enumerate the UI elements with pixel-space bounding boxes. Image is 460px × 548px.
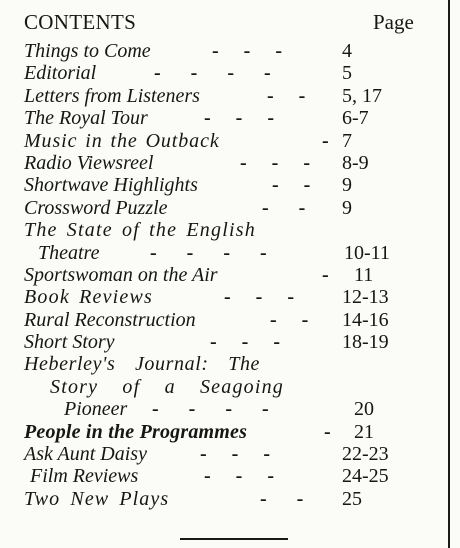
toc-entry-title: Ask Aunt Daisy bbox=[24, 443, 147, 466]
toc-entry[interactable] bbox=[24, 443, 424, 465]
toc-entry[interactable] bbox=[24, 309, 424, 331]
toc-entry-page: 6-7 bbox=[342, 107, 369, 130]
toc-entry-title: People in the Programmes bbox=[24, 420, 248, 443]
toc-entry[interactable] bbox=[24, 331, 424, 353]
leader-dashes: - - bbox=[262, 196, 306, 219]
leader-dashes: - - bbox=[267, 84, 306, 107]
toc-entry-title: Heberley's Journal: The bbox=[24, 353, 261, 376]
toc-entry[interactable] bbox=[24, 197, 424, 219]
toc-entry[interactable] bbox=[24, 465, 424, 487]
toc-entry-page: 5, 17 bbox=[342, 84, 382, 107]
toc-entry[interactable] bbox=[24, 242, 424, 264]
leader-dashes: - - - bbox=[210, 331, 280, 354]
toc-entry[interactable] bbox=[24, 353, 424, 375]
toc-entry-title: Things to Come bbox=[24, 40, 151, 62]
leader-dashes: - - bbox=[270, 308, 309, 331]
page-column-heading: Page bbox=[373, 10, 414, 34]
toc-entry-title: Crossword Puzzle bbox=[24, 196, 168, 219]
toc-entry-page: 12-13 bbox=[342, 286, 389, 309]
toc-entry-title: Theatre bbox=[38, 241, 100, 264]
toc-entry[interactable] bbox=[24, 219, 424, 241]
toc-entry-title: Radio Viewsreel bbox=[24, 151, 154, 174]
toc-entry-page: 25 bbox=[342, 487, 362, 510]
leader-dashes: - - - bbox=[212, 40, 282, 62]
toc-entry-title: Two New Plays bbox=[24, 487, 170, 510]
toc-entry[interactable] bbox=[24, 107, 424, 129]
toc-entry-title: Book Reviews bbox=[24, 286, 154, 309]
toc-entry-page: 9 bbox=[342, 174, 352, 197]
toc-entry-title: The Royal Tour bbox=[24, 107, 148, 130]
leader-dashes: - bbox=[324, 420, 331, 443]
toc-entry-title: Letters from Listeners bbox=[24, 84, 200, 107]
toc-entry-page: 5 bbox=[342, 62, 352, 85]
toc-entry-page: 4 bbox=[342, 40, 352, 62]
contents-header bbox=[24, 10, 424, 38]
toc-entry-title: Shortwave Highlights bbox=[24, 174, 198, 197]
leader-dashes: - bbox=[322, 263, 329, 286]
leader-dashes: - - - bbox=[224, 286, 294, 309]
toc-entry[interactable] bbox=[24, 264, 424, 286]
toc-entry[interactable] bbox=[24, 85, 424, 107]
toc-entry-title: Short Story bbox=[24, 331, 115, 354]
leader-dashes: - - - - bbox=[150, 241, 267, 264]
leader-dashes: - - bbox=[260, 487, 304, 510]
toc-entry-page: 22-23 bbox=[342, 443, 389, 466]
leader-dashes: - bbox=[322, 129, 329, 152]
toc-entry-page: 14-16 bbox=[342, 308, 389, 331]
toc-entry[interactable] bbox=[24, 152, 424, 174]
toc-entry-title: Rural Reconstruction bbox=[24, 308, 196, 331]
leader-dashes: - - - - bbox=[152, 398, 269, 421]
toc-entry-title: The State of the English bbox=[24, 219, 256, 242]
toc-entry-page: 11 bbox=[354, 263, 374, 286]
toc-entry-page: 18-19 bbox=[342, 331, 389, 354]
toc-entry[interactable] bbox=[24, 130, 424, 152]
toc-entry-title: Story of a Seagoing bbox=[50, 375, 285, 398]
toc-entry-title: Pioneer bbox=[64, 398, 128, 421]
toc-entry-title: Music in the Outback bbox=[24, 129, 220, 152]
leader-dashes: - - - bbox=[200, 443, 270, 466]
toc-entry-page: 20 bbox=[354, 398, 374, 421]
toc-entry-title: Sportswoman on the Air bbox=[24, 263, 218, 286]
toc-entry-page: 21 bbox=[354, 420, 374, 443]
leader-dashes: - - - - bbox=[154, 62, 271, 85]
leader-dashes: - - bbox=[272, 174, 311, 197]
toc-entry-page: 9 bbox=[342, 196, 352, 219]
column-rule bbox=[448, 0, 450, 548]
leader-dashes: - - - bbox=[240, 151, 310, 174]
toc-entry[interactable] bbox=[24, 376, 424, 398]
toc-entry-page: 7 bbox=[342, 129, 352, 152]
toc-entry-page: 24-25 bbox=[342, 465, 389, 488]
toc-entry[interactable] bbox=[24, 398, 424, 420]
toc-entry-page: 8-9 bbox=[342, 151, 369, 174]
contents-title: CONTENTS bbox=[24, 10, 137, 34]
toc-entry[interactable] bbox=[24, 40, 424, 62]
toc-entry[interactable] bbox=[24, 286, 424, 308]
toc-entry[interactable] bbox=[24, 421, 424, 443]
toc-entry-title: Film Reviews bbox=[30, 465, 139, 488]
toc-entry[interactable] bbox=[24, 488, 424, 510]
toc-entry-page: 10-11 bbox=[344, 241, 390, 264]
section-divider bbox=[180, 538, 288, 540]
toc-entry-title: Editorial bbox=[24, 62, 97, 85]
leader-dashes: - - - bbox=[204, 465, 274, 488]
toc-list bbox=[24, 40, 424, 510]
toc-entry[interactable] bbox=[24, 62, 424, 84]
leader-dashes: - - - bbox=[204, 107, 274, 130]
toc-entry[interactable] bbox=[24, 174, 424, 196]
